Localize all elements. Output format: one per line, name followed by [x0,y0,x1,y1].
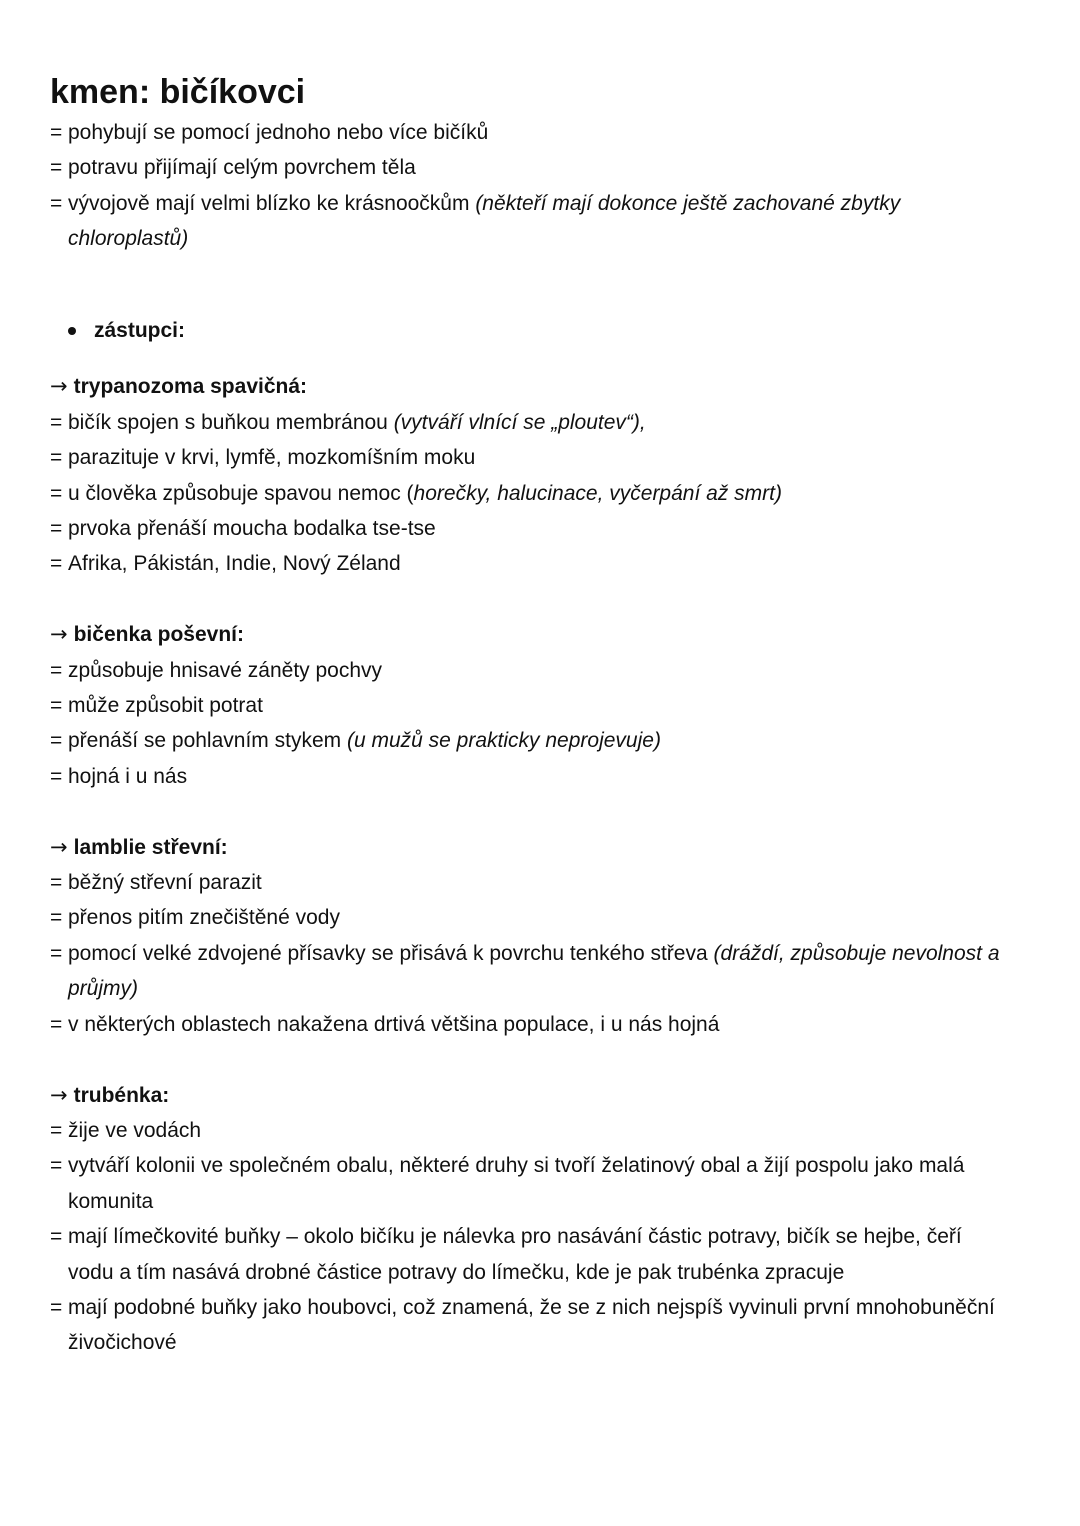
line-text: pohybují se pomocí jednoho nebo více bičíků [68,121,489,144]
line-text: v některých oblastech nakažena drtivá většina populace, i u nás hojná [68,1012,720,1036]
arrow-right-icon: → [50,834,68,859]
bullet-dot-icon [68,327,76,335]
line-text: hojná i u nás [68,764,188,788]
representatives-label: zástupci: [94,319,186,343]
equals-marker: = [50,1012,63,1036]
line-text: prvoka přenáší moucha bodalka tse-tse [68,517,436,541]
section-line [50,900,1010,935]
section-line [50,405,1010,440]
spacer [50,582,1010,617]
section-line [50,440,1010,475]
line-text: u člověka způsobuje spavou nemoc ( [68,481,414,505]
spacer [50,257,1010,292]
section-heading-text: lamblie střevní: [73,835,228,859]
equals-marker: = [50,156,63,180]
equals-marker: = [50,481,63,505]
spacer [50,794,1010,829]
line-text: žije ve vodách [68,1118,202,1142]
section-heading-text: trubénka: [73,1083,170,1107]
line-text: Afrika, Pákistán, Indie, Nový Zéland [68,552,401,576]
section-line [50,1219,1010,1290]
equals-marker: = [50,410,63,434]
line-note: (u mužů se prakticky neprojevuje) [346,729,661,753]
line-text: pomocí velké zdvojené přísavky se přisává k povrchu tenkého střeva [68,941,714,965]
arrow-right-icon: → [50,1082,68,1107]
section-line [50,653,1010,688]
section-line [50,1007,1010,1042]
equals-marker: = [50,941,63,965]
line-note: (dráždí, způsobuje nevolnost a průjmy) [68,941,1000,1001]
intro-line [50,150,1010,185]
line-text: mají podobné buňky jako houbovci, což znamená, že se z nich nejspíš vyvinuli první mnohobuněční živočichové [68,1295,995,1355]
section-line [50,511,1010,546]
equals-marker: = [50,729,63,753]
equals-marker: = [50,1154,63,1178]
notes-body [50,115,1010,1361]
representatives-heading [50,313,1010,348]
section-line [50,476,1010,511]
equals-marker: = [50,906,63,930]
section-line [50,688,1010,723]
line-text: mají límečkovité buňky – okolo bičíku je nálevka pro nasávání částic potravy, bičík se hejbe, čeří vodu a tím nasává drobné částice potravy do límečku, kde je pak trubénka zpracuje [68,1225,962,1284]
section-heading [50,369,1010,404]
equals-marker: = [50,1295,63,1319]
line-text: může způsobit potrat [68,694,263,718]
arrow-right-icon: → [50,622,68,647]
intro-line [50,115,1010,150]
line-text: vývojově mají velmi blízko ke krásnoočkům [68,191,476,215]
line-text: potravu přijímají celým povrchem těla [68,156,416,180]
section-line [50,936,1010,1007]
intro-line [50,186,1010,257]
section-heading [50,1078,1010,1113]
line-note: horečky, halucinace, vyčerpání až smrt) [413,481,782,505]
section-line [50,1290,1010,1361]
equals-marker: = [50,1118,63,1142]
equals-marker: = [50,552,63,576]
equals-marker: = [50,694,63,718]
equals-marker: = [50,1225,63,1249]
equals-marker: = [50,764,63,788]
section-line [50,1148,1010,1219]
section-line [50,759,1010,794]
spacer [50,1042,1010,1077]
page-title: kmen: bičíkovci [50,73,306,111]
line-note: (vytváří vlnící se „ploutev“), [393,410,646,434]
line-text: přenáší se pohlavním stykem [68,729,347,753]
equals-marker: = [50,658,63,682]
section-line [50,1113,1010,1148]
line-text: parazituje v krvi, lymfě, mozkomíšním moku [68,446,476,470]
line-text: vytváří kolonii ve společném obalu, některé druhy si tvoří želatinový obal a žijí pospolu jako malá komunita [68,1154,965,1213]
equals-marker: = [50,871,63,895]
line-text: přenos pitím znečištěné vody [68,906,340,930]
section-line [50,865,1010,900]
section-heading-text: bičenka poševní: [73,623,244,647]
section-heading [50,617,1010,652]
equals-marker: = [50,446,63,470]
line-text: bičík spojen s buňkou membránou [68,410,394,434]
line-text: způsobuje hnisavé záněty pochvy [68,658,383,682]
equals-marker: = [50,191,63,215]
line-note: (někteří mají dokonce ještě zachované zbytky chloroplastů) [68,191,901,251]
section-heading [50,830,1010,865]
section-line [50,723,1010,758]
arrow-right-icon: → [50,374,68,399]
equals-marker: = [50,517,63,541]
equals-marker: = [50,121,63,144]
section-heading-text: trypanozoma spavičná: [73,375,308,399]
line-text: běžný střevní parazit [68,871,262,895]
section-line [50,546,1010,581]
